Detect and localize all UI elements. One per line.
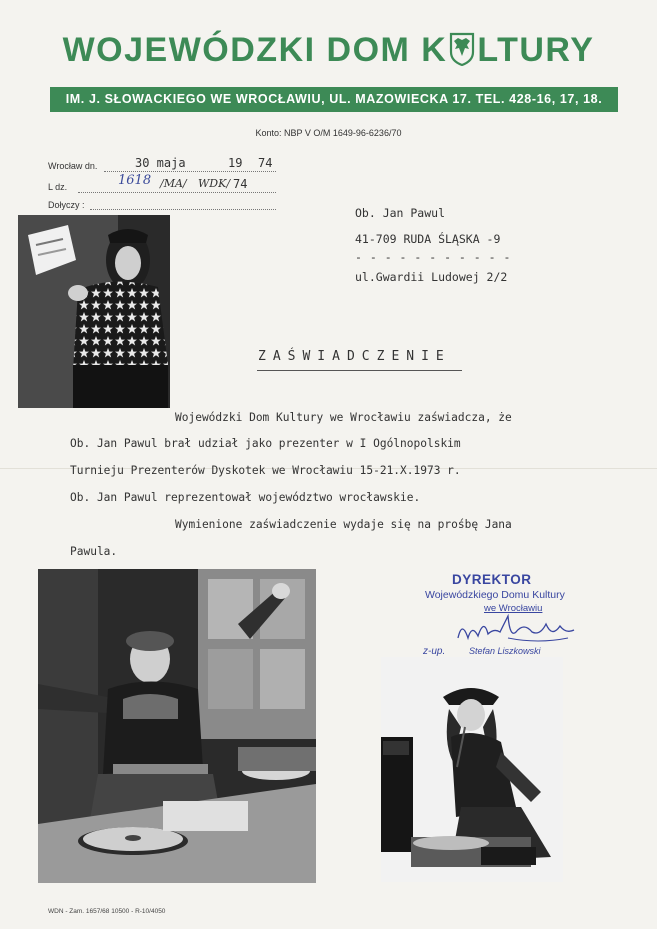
attachments-dotted-line [90,208,276,210]
reference-label: L dz. [48,182,68,192]
certificate-line-5: Wymienione zaświadczenie wydaje się na prośbę Jana [175,518,512,531]
handwritten-signature [448,608,578,650]
letterhead-title-start: WOJEWÓDZKI DOM K [62,31,448,69]
title-underline [257,370,462,371]
attachments-label: Dołyczy : [48,200,85,210]
date-dotted-line [104,170,276,172]
photo-presenter-with-microphone [381,657,563,882]
recipient-city: 41-709 RUDA ŚLĄSKA -9 [355,232,501,246]
bank-account: Konto: NBP V O/M 1649-96-6236/70 [255,128,402,138]
photo-presenter-with-record [18,215,170,408]
reference-code-ma: /MA/ [160,177,187,190]
reference-year: 74 [233,177,248,191]
reference-code-wdk: WDK/ [198,177,231,190]
certificate-line-2: Ob. Jan Pawul brał udział jako prezenter w I Ogólnopolskim [70,437,461,450]
certificate-line-4: Ob. Jan Pawul reprezentował województwo wrocławskie. [70,491,421,504]
date-century: 19 [228,156,243,170]
eagle-emblem-icon [448,32,476,66]
letterhead-title-end: LTURY [477,31,595,69]
recipient-name: Ob. Jan Pawul [355,206,446,220]
address-bar: IM. J. SŁOWACKIEGO WE WROCŁAWIU, UL. MAZOWIECKA 17. TEL. 428-16, 17, 18. [50,87,618,112]
reference-dotted-line [78,191,276,193]
stamp-director-name: Stefan Liszkowski [469,646,541,656]
stamp-title: DYREKTOR [452,572,532,587]
signature-prefix: z-up. [423,646,446,657]
date-year: 74 [258,156,273,170]
stamp-city: we Wrocławiu [484,603,543,614]
certificate-line-6: Pawula. [70,545,118,558]
letterhead-title [0,28,657,72]
photo-dj-at-console [38,569,316,883]
recipient-street: ul.Gwardii Ludowej 2/2 [355,270,508,284]
date-day-month: 30 maja [135,156,186,170]
certificate-line-1: Wojewódzki Dom Kultury we Wrocławiu zaświadcza, że [175,411,512,424]
certificate-title: ZAŚWIADCZENIE [258,349,451,364]
print-info: WDN - Zam. 1657/68 10500 - R-10/4050 [48,908,166,915]
certificate-line-3: Turnieju Prezenterów Dyskotek we Wrocławiu 15-21.X.1973 r. [70,464,461,477]
reference-number: 1618 [118,173,152,188]
stamp-organization: Wojewódzkiego Domu Kultury [425,589,565,601]
date-label: Wrocław dn. [48,161,98,171]
recipient-separator: - - - - - - - - - - - [355,250,511,264]
